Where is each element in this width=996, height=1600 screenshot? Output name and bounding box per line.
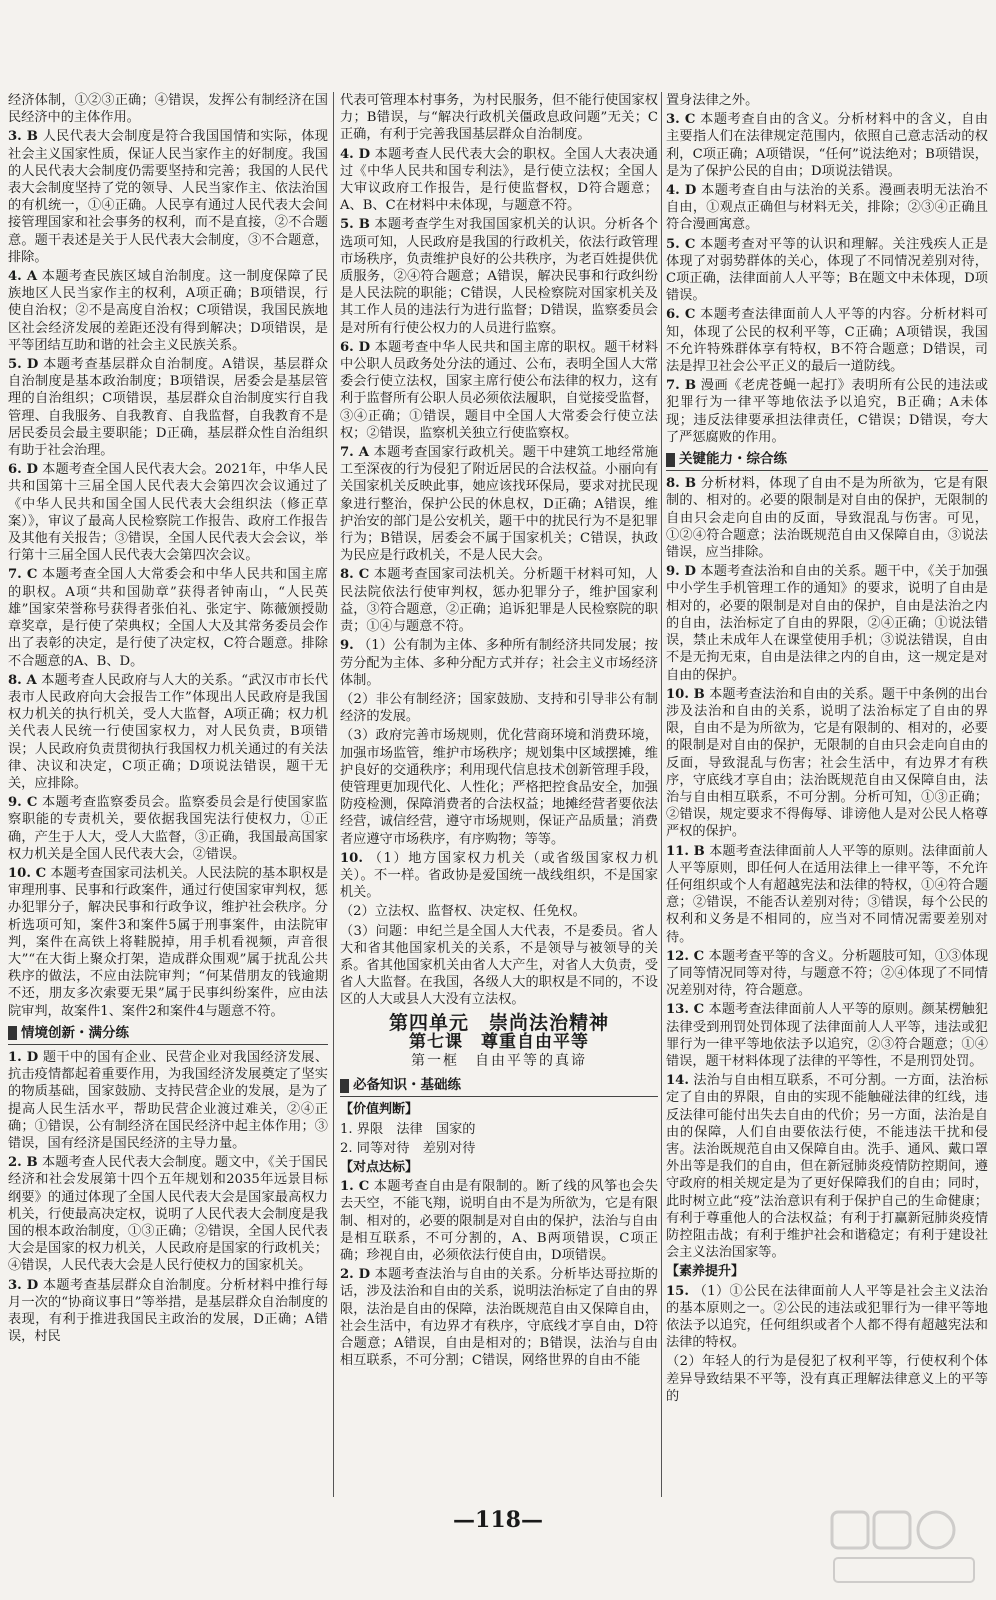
item-number: 7. B: [666, 378, 697, 394]
item-text: 本题考查对平等的认识和理解。关注残疾人正是体现了对弱势群体的关心，体现了不同情况差别对待，C项正确，法律面前人人平等；B在题文中未体现，D项错误。: [666, 236, 989, 304]
answer-column-2: [340, 92, 658, 1371]
answer-item: [666, 377, 988, 446]
answer-paragraph: 2. 同等对待 差别对待: [340, 1140, 476, 1156]
item-number: 7. A: [340, 445, 369, 461]
answer-item: [8, 865, 328, 1020]
item-text: 本题考查法治与自由的关系。分析毕达哥拉斯的话，涉及法治和自由的关系，说明法治标定了自由的界限，法治是自由的保障，法治既规范自由又保障自由，社会生活中，有边界才有秩序，守底线才享自由，D符合题意；A错误，自由是相对的；B错误，法治与自由相互联系，不可分割；C错误，网络世界的自由不能: [340, 1267, 658, 1369]
lesson-title: 第七课 尊重自由平等: [409, 1031, 589, 1052]
item-text: 本题考查基层群众自治制度。分析材料中推行每月一次的“协商议事日”等举措，是基层群众自治制度的表现，有利于推进我国民主政治的发展，D正确；A错误，村民: [8, 1277, 329, 1345]
answer-paragraph: （3）政府完善市场规则，优化营商环境和消费环境，加强市场监管，维护市场秩序；规划集中区域摆摊，维护良好的交通秩序；利用现代信息技术创新管理手段，使管理更加现代化、人性化；严格把控食品安全，加强防疫检测，保障消费者的合法权益；地摊经营者要依法经营，诚信经营，遵守市场规则，保证产品质量；消费者应遵守市场秩序，有序购物；等等。: [340, 728, 658, 847]
item-number: 8. A: [8, 672, 37, 688]
item-text: 本题考查法律面前人人平等的原则。法律面前人人平等原则，即任何人在适用法律上一律平等，不允许任何组织或个人有超越宪法和法律的特权，①④符合题意；②错误，不能否认差别对待；③错误，每个公民的权利和义务是不相同的，应当对不同情况需要差别对待。: [666, 843, 988, 945]
item-text: 本题考查自由的含义。分析材料中的含义，自由主要指人们在法律规定范围内，依照自己意志活动的权利，C项正确；A项错误，“任何”说法绝对；B项错误，是为了保护公民的自由；D项说法错误。: [666, 112, 989, 179]
section-heading: [8, 1024, 328, 1045]
item-number: 5. B: [340, 217, 370, 233]
item-number: 10.: [340, 850, 363, 866]
answer-item: [340, 146, 658, 215]
answer-item: [666, 236, 988, 305]
item-text: （1）①公民在法律面前人人平等是社会主义法治的基本原则之一。②公民的违法或犯罪行为一律平等地依法予以追究，任何组织或者个人都不得有超越宪法和法律的特权。: [666, 1283, 988, 1351]
item-text: 本题考查中华人民共和国主席的职权。题干材料中公职人员政务处分法的通过、公布，表明全国人大常委会行使立法权，国家主席行使公布法律的权力，这有利于监督所有公职人员必须依法履职，自觉接受监督，③④正确；①错误，题目中全国人大常委会行使立法权；②错误，监察机关独立行使监察权。: [340, 339, 658, 441]
item-text: 本题考查平等的含义。分析题肢可知，①③体现了同等情况同等对待，与题意不符；②④体现了不同情况差别对待，符合题意。: [666, 948, 989, 999]
answer-item: [8, 566, 328, 669]
answer-item: [8, 1277, 328, 1346]
column-divider: [661, 92, 662, 1497]
item-number: 4. D: [666, 183, 697, 199]
unit-title: 第四单元 崇尚法治精神: [388, 1011, 609, 1034]
answer-item: [666, 843, 988, 946]
answer-item: [666, 1283, 988, 1352]
item-number: 14.: [666, 1073, 689, 1089]
answer-item: [666, 1072, 988, 1261]
answer-paragraph: 1. 界限 法律 国家的: [340, 1121, 476, 1137]
page-number: —118—: [453, 1507, 543, 1533]
subsection-tag: 【价值判断】: [340, 1102, 419, 1118]
item-text: 本题考查监察委员会。监察委员会是行使国家监察职能的专责机关，要依据我国宪法行使权力，①正确，产生于人大，受人大监督，③正确，我国最高国家权力机关是全国人民代表大会，②错误。: [8, 795, 328, 862]
answer-item: [8, 268, 328, 354]
item-number: 1. C: [340, 1179, 370, 1195]
answer-item: [340, 444, 658, 564]
item-text: 题干中的国有企业、民营企业对我国经济发展、抗击疫情都起着重要作用，为我国经济发展奠定了坚实的物质基础，国家鼓励、支持民营企业的发展，是为了提高人民生活水平，帮助民营企业渡过难关，②④正确；①错误，公有制经济在国民经济中起主体作用；③错误，国有经济是国民经济的主导力量。: [8, 1049, 329, 1151]
frame-title: 第一框 自由平等的真谛: [411, 1052, 587, 1069]
item-number: 6. C: [666, 307, 696, 323]
item-text: 经济体制，①②③正确；④错误，发挥公有制经济在国民经济中的主体作用。: [8, 93, 328, 126]
answer-item: [666, 948, 988, 1000]
answer-paragraph: （2）非公有制经济；国家鼓励、支持和引导非公有制经济的发展。: [340, 691, 658, 725]
item-text: 本题考查自由是有限制的。断了线的风筝也会失去天空，不能飞翔，说明自由不是为所欲为，它是有限制、相对的，必要的限制是对自由的保护，法治与自由是相互联系，不可分割的，A、B两项错误，C项正确；珍视自由，必须依法行使自由，D项错误。: [340, 1179, 658, 1263]
item-number: 6. D: [8, 462, 38, 478]
item-number: 8. B: [666, 476, 697, 492]
section-title: 情境创新・满分练: [21, 1024, 129, 1041]
answer-item: [8, 1049, 328, 1152]
answer-paragraph: （2）年轻人的行为是侵犯了权利平等，行使权利个体差异导致结果不平等，没有真正理解法律意义上的平等的: [666, 1354, 988, 1404]
answer-item: [8, 92, 328, 126]
item-number: 12. C: [666, 948, 705, 964]
item-number: 9. C: [8, 795, 38, 811]
item-text: 本题考查全国人民代表大会。2021年，中华人民共和国第十三届全国人民代表大会第四次会议通过了《中华人民共和国全国人民代表大会组织法（修正草案）》，审议了最高人民检察院工作报告、政府工作报告及其他有关报告；③错误，全国人民代表大会会议，举行第十三届全国人民代表大会第四次会议。: [8, 462, 328, 564]
answer-paragraph: （2）立法权、监督权、决定权、任免权。: [340, 904, 586, 920]
item-number: 1. D: [8, 1049, 39, 1065]
item-number: 3. C: [666, 112, 696, 128]
item-text: 漫画《老虎苍蝇一起打》表明所有公民的违法或犯罪行为一律平等地依法予以追究，B正确；A未体现；违反法律要承担法律责任，C错误；D错误，夸大了严惩腐败的作用。: [666, 378, 988, 445]
answer-item: [8, 128, 328, 266]
item-number: 15.: [666, 1283, 689, 1299]
item-number: 10. C: [8, 865, 47, 881]
answer-item: [8, 461, 328, 564]
answer-item: [666, 686, 988, 841]
answer-item: [340, 850, 658, 902]
subsection-tag: 【对点达标】: [340, 1159, 419, 1175]
section-heading: [666, 450, 988, 471]
item-text: 本题考查国家行政机关。题干中建筑工地经常施工至深夜的行为侵犯了附近居民的合法权益。小丽向有关国家机关反映此事，她应该找环保局，要求对扰民现象进行整治，保护公民的休息权，D正确；A错误，维护治安的部门是公安机关，题干中的扰民行为不是犯罪行为；B错误，居委会不属于国家机关；C错误，执政为民应是行政机关，不是人民大会。: [340, 445, 658, 564]
answer-item: [666, 306, 988, 375]
item-number: 2. B: [8, 1155, 38, 1171]
item-number: 7. C: [8, 567, 38, 583]
section-title: 必备知识・基础练: [353, 1077, 461, 1094]
item-number: 4. A: [8, 269, 38, 285]
answer-item: [340, 216, 658, 336]
answer-item: [666, 563, 988, 683]
answer-item: [666, 1001, 988, 1070]
answer-item: [340, 339, 658, 442]
section-marker-icon: [666, 453, 675, 467]
item-number: 9.: [340, 638, 354, 654]
item-text: 本题考查国家司法机关。分析题干材料可知，人民法院依法行使审判权，惩办犯罪分子，维护国家利益，③符合题意，②正确；追诉犯罪是人民检察院的职责；①④与题意不符。: [340, 567, 658, 635]
item-text: 分析材料，体现了自由不是为所欲为，它是有限制的、相对的。必要的限制是对自由的保护，无限制的自由只会走向自由的反面，导致混乱与伤害。可见，①②④符合题意；法治既规范自由又保障自由，③说法错误，应当排除。: [666, 476, 988, 561]
item-text: 本题考查法律面前人人平等的内容。分析材料可知，体现了公民的权利平等，C正确；A项错误，我国不允许特殊群体享有特权，B不符合题意；D错误，司法是捍卫社会公平正义的最后一道防线。: [666, 307, 989, 375]
answer-item: [8, 794, 328, 863]
item-text: 本题考查国家司法机关。人民法院的基本职权是审理刑事、民事和行政案件，通过行使国家审判权，惩办犯罪分子，解决民事和行政争议，维护社会秩序。分析选项可知，案件3和案件5属于刑事案件，由法院审判，案件在高铁上将鞋脱掉，用手机看视频，声音很大”“在大街上聚众打架，造成群众围观”属于扰乱公共秩序的做法，不应由法院审判；“何某借朋友的钱逾期不还，朋友多次索要无果”属于民事纠纷案件，应由法院审判，故案件1、案件2和案件4与题意不符。: [8, 865, 329, 1019]
item-text: 代表可管理本村事务，为村民服务，但不能行使国家权力；B错误，与“解决行政机关僵政息政问题”无关；C正确，有利于完善我国基层群众自治制度。: [340, 93, 658, 143]
item-text: 本题考查人民代表大会的职权。全国人大表决通过《中华人民共和国专利法》，是行使立法权；全国人大审议政府工作报告，是行使监督权，D符合题意；A、B、C在材料中未体现，与题意不符。: [340, 146, 658, 214]
item-number: 3. B: [8, 129, 38, 145]
answer-item: [340, 637, 658, 689]
item-text: 本题考查全国人大常委会和中华人民共和国主席的职权。A项“共和国勋章”获得者钟南山，“人民英雄”国家荣誉称号获得者张伯礼、张定宇、陈薇颁授勋章奖章，是行使了荣典权；全国人大及其常务委员会作出了表彰的决定，是行使了决定权，C符合题意。排除不合题意的A、B、D。: [8, 567, 328, 669]
item-number: 9. D: [666, 564, 696, 580]
item-text: 人民代表大会制度是符合我国国情和实际，体现社会主义国家性质，保证人民当家作主的好制度。我国的人民代表大会制度仍需要坚持和完善；我国的人民代表大会制度坚持了党的领导、人民当家作主、依法治国的有机统一，①④正确。人民享有通过人民代表大会间接管理国家和社会事务的权利，而不是直接，②不合题意。题干表述是关于人民代表大会制度，③不合题意，排除。: [8, 129, 328, 265]
answer-column-1: [8, 92, 328, 1347]
item-text: 本题考查法律面前人人平等的原则。颜某楞触犯法律受到刑罚处罚体现了法律面前人人平等，违法或犯罪行为一律平等地依法予以追究，②③符合题意；①④错误，题干材料体现了法律的平等性，不是刑罚处罚。: [666, 1002, 989, 1069]
item-text: 法治与自由相互联系，不可分割。一方面，法治标定了自由的界限，自由的实现不能触碰法律的红线，违反法律可能付出失去自由的代价；另一方面，法治是自由的保障，人们自由要依法行使，不能违法干扰和侵害。法治既规范自由又保障自由。洗手、通风、戴口罩外出等是我们的自由，但在新冠肺炎疫情防控期间，遵守政府的相关规定是为了更好保障我们的自由；同时，此时树立此“疫”法治意识有利于保护自己的生命健康；有利于尊重他人的合法权益；有利于打赢新冠肺炎疫情防控阻击战；有利于维护社会和谐稳定；有利于建设社会主义法治国家等。: [666, 1073, 989, 1261]
section-heading: [340, 1076, 658, 1097]
item-number: 3. D: [8, 1277, 39, 1293]
section-title: 关键能力・综合练: [679, 451, 787, 468]
answer-item: [340, 1178, 658, 1264]
answer-item: [340, 1266, 658, 1369]
item-number: 4. D: [340, 146, 371, 162]
section-marker-icon: [8, 1026, 17, 1040]
answer-item: [666, 111, 988, 180]
answer-item: [666, 92, 988, 109]
item-number: 5. C: [666, 236, 696, 252]
answer-item: [340, 566, 658, 635]
item-number: 13. C: [666, 1002, 705, 1018]
watermark-logo: [830, 1508, 980, 1588]
answer-item: [666, 182, 988, 234]
item-number: 6. D: [340, 339, 371, 355]
item-text: 本题考查民族区域自治制度。这一制度保障了民族地区人民当家作主的权利，A项正确；B项错误，行使自治权；②不是高度自治权；C项错误，我国民族地区社会经济发展的差距还没有得到解决；D项错误，是平等团结互助和谐的社会主义民族关系。: [8, 269, 329, 353]
item-number: 2. D: [340, 1267, 371, 1283]
item-text: 本题考查人民政府与人大的关系。“武汉市市长代表市人民政府向大会报告工作”体现出人民政府是我国权力机关的执行机关，受人大监督，A项正确；权力机关代表人民统一行使国家权力，对人民负责，B项错误；人民政府负责贯彻执行我国权力机关通过的有关法律、决议和决定，C项正确；D项说法错误，题干无关，应排除。: [8, 672, 328, 791]
section-marker-icon: [340, 1079, 349, 1093]
answer-paragraph: （3）问题：申纪兰是全国人大代表，不是委员。省人大和省其他国家机关的关系，不是领导与被领导的关系。省其他国家机关由省人大产生，对省人大负责，受省人大监督。在我国，各级人大的职权是不同的，不设区的人大或县人大没有立法权。: [340, 923, 658, 1008]
answer-item: [8, 1154, 328, 1274]
answer-item: [8, 672, 328, 792]
item-number: 5. D: [8, 357, 39, 373]
answer-item: [666, 475, 988, 561]
answer-column-3: [666, 92, 988, 1407]
item-text: 本题考查人民代表大会制度。题文中，《关于国民经济和社会发展第十四个五年规划和2035年远景目标纲要》的通过体现了全国人民代表大会是国家最高权力机关，行使最高决定权，说明了人民代表大会制度是我国的根本政治制度，①③正确；②错误，全国人民代表大会是国家的权力机关，人民政府是国家的行政机关；④错误，人民代表大会是人民行使权力的国家机关。: [8, 1155, 328, 1274]
item-text: 本题考查基层群众自治制度。A错误，基层群众自治制度是基本政治制度；B项错误，居委会是基层管理的自治组织；C项错误，基层群众自治制度实行自我管理、自我服务、自我教育、自我监督，自我教育不是居民委员会最主要职能；D正确，基层群众性自治组织有助于社会治理。: [8, 357, 328, 459]
item-text: （1）地方国家权力机关（或省级国家权力机关）。不一样。省政协是爱国统一战线组织，不是国家机关。: [340, 850, 658, 901]
item-text: （1）公有制为主体、多种所有制经济共同发展；按劳分配为主体、多种分配方式并存；社会主义市场经济体制。: [340, 638, 658, 688]
item-number: 11. B: [666, 843, 705, 859]
subsection-tag: 【素养提升】: [666, 1264, 745, 1280]
item-text: 本题考查自由与法治的关系。漫画表明无法治不自由，①观点正确但与材料无关，排除；②③④正确且符合漫画寓意。: [666, 183, 989, 233]
item-text: 本题考查法治和自由的关系。题干中条例的出台涉及法治和自由的关系，说明了法治标定了自由的界限，自由不是为所欲为，它是有限制的、相对的，必要的限制是对自由的保护，无限制的自由只会走向自由的反面，导致混乱与伤害；社会生活中，有边界才有秩序，守底线才享自由；法治既规范自由又保障自由，法治与自由相互联系，不可分割。分析可知，①③正确；②错误，规定要求不得侮辱、诽谤他人是对公民人格尊严权的保护。: [666, 686, 988, 840]
answer-item: [340, 92, 658, 144]
answer-item: [8, 356, 328, 459]
item-number: 10. B: [666, 686, 705, 702]
item-text: 本题考查学生对我国国家机关的认识。分析各个选项可知，人民政府是我国的行政机关，依法行政管理市场秩序，负责维护良好的公共秩序，为老百姓提供优质服务，②④符合题意；A错误，解决民事和行政纠纷是人民法院的职能；C错误，人民检察院对国家机关及其工作人员的违法行为进行监督；D错误，监察委员会是对所有行使公权力的人员进行监察。: [340, 217, 658, 336]
item-number: 8. C: [340, 567, 370, 583]
item-text: 本题考查法治和自由的关系。题干中，《关于加强中小学生手机管理工作的通知》的要求，说明了自由是相对的，必要的限制是对自由的保护，自由是法治之内的自由，法治标定了自由的界限，②④正确；①说法错误，禁止未成年人在课堂使用手机；③说法错误，自由不是无拘无束，自由是法律之内的自由，这一规定是对自由的保护。: [666, 564, 988, 683]
item-text: 置身法律之外。: [666, 93, 759, 108]
column-divider: [333, 92, 334, 1497]
